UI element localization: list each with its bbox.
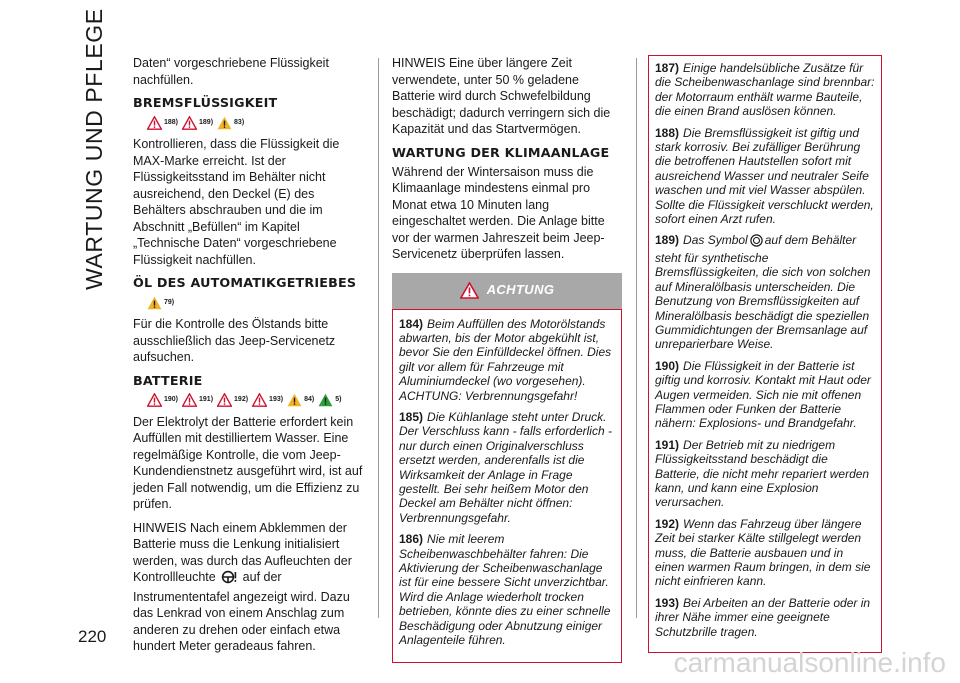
battery-heading: BATTERIE <box>133 372 203 388</box>
symbol-reference: 190) <box>164 396 179 403</box>
warning-header <box>392 273 622 309</box>
note-item <box>399 317 615 403</box>
symbol-reference: 189) <box>199 118 214 126</box>
note-text: Beim Auffüllen des Motorölstands abwarten, bis der Motor abgekühlt ist, bevor Sie den Einfülldeckel öffnen. Dies gilt vor allem für Fahrzeuge mit Aluminiumdeckel (wo vorgesehen). ACHTUNG: Verbrennungsgefahr! <box>399 316 612 403</box>
column-middle <box>392 55 622 663</box>
note-item <box>655 517 875 589</box>
note-text: Nie mit leerem Scheibenwaschbehälter fahren: Die Aktivierung der Scheibenwaschanlage ist für eine bessere Sicht unverzichtbar. Wird die Anlage wiederholt trocken betrieben, könnte dies zu einer schnelle Beschädigung oder Abnutzung einiger Anlagenteile führen. <box>399 532 611 648</box>
note-text: auf dem Behälter steht für synthetische Bremsflüssigkeiten, die sich von solchen auf Mineralölbasis unterscheiden. Die Benutzung von Bremsflüssigkeiten auf Mineralölbasis beschädigt die speziellen Gummidichtungen der Bremsanlage auf unreparierbare Weise. <box>655 233 871 352</box>
danger-triangle-symbol <box>182 116 213 130</box>
steering-warning-light-icon <box>221 570 237 589</box>
page-number: 220 <box>78 627 107 646</box>
note-text: Der Betrieb mit zu niedrigem Flüssigkeitsstand beschädigt die Batterie, die nicht mehr repariert werden kann, und kann eine Explosion verursachen. <box>655 437 870 510</box>
caution-triangle-symbol <box>217 116 244 130</box>
battery-symbols <box>147 392 365 409</box>
note-number: 184) <box>399 316 424 331</box>
notes-box <box>648 55 882 653</box>
note-text: Bei Arbeiten an der Batterie oder in ihrer Nähe immer eine geeignete Schutzbrille tragen. <box>655 595 871 639</box>
caution-triangle-icon <box>147 296 162 310</box>
danger-triangle-icon <box>182 393 197 407</box>
danger-triangle-symbol <box>217 393 248 407</box>
intro-paragraph: Daten“ vorgeschriebene Flüssigkeit nachfüllen. <box>133 56 329 87</box>
symbol-reference: 191) <box>199 396 214 403</box>
note-number: 188) <box>655 125 680 140</box>
column-divider-left <box>378 58 379 618</box>
note-number: 186) <box>399 532 424 547</box>
battery-text: Der Elektrolyt der Batterie erfordert kein Auffüllen mit destilliertem Wasser. Eine regelmäßige Kontrolle, die vom Jeep-Kundendienstnetz ausgeführt wird, ist auf jeden Fall notwendig, um die Effizienz zu prüfen. <box>133 414 363 511</box>
note-item <box>399 410 615 525</box>
symbol-reference: 83) <box>234 118 245 126</box>
danger-triangle-icon <box>252 393 267 407</box>
environment-triangle-icon <box>318 393 333 407</box>
symbol-reference: 193) <box>269 396 284 403</box>
environment-triangle-symbol <box>318 393 341 407</box>
danger-triangle-symbol <box>147 393 178 407</box>
battery-note <box>133 520 365 655</box>
transmission-oil-text: Für die Kontrolle des Ölstands bitte ausschließlich das Jeep-Servicenetz aufsuchen. <box>133 317 336 364</box>
danger-triangle-symbol <box>147 116 178 130</box>
note-number: 189) <box>655 233 680 248</box>
warning-box <box>392 273 622 664</box>
note-number: 191) <box>655 437 680 452</box>
note-number: 193) <box>655 595 680 610</box>
transmission-oil-symbols <box>147 294 365 311</box>
warning-notes-box <box>392 309 622 664</box>
column-right <box>648 55 882 653</box>
chapter-side-title: WARTUNG UND PFLEGE <box>81 8 107 290</box>
note-text: Wenn das Fahrzeug über längere Zeit bei starker Kälte stillgelegt werden muss, die Batterie ausbauen und in einen warmen Raum bringen, in dem sie nicht einfrieren kann. <box>655 516 871 589</box>
danger-triangle-icon <box>147 393 162 407</box>
warning-triangle-icon <box>460 282 479 299</box>
note-item <box>399 532 615 647</box>
note-text: Die Kühlanlage steht unter Druck. Der Verschluss kann - falls erforderlich - nur durch einen Originalverschluss ersetzt werden, anderenfalls ist die Wirksamkeit der Anlage in Frage gestellt. Bei sehr heißem Motor den Deckel am Behälter nicht öffnen: Verbrennungsgefahr. <box>399 409 612 525</box>
symbol-reference: 84) <box>304 396 315 403</box>
warning-label: ACHTUNG <box>486 282 555 298</box>
note-text: Das Symbol <box>683 233 748 248</box>
caution-triangle-icon <box>217 116 232 130</box>
note-text: Die Bremsflüssigkeit ist giftig und stark korrosiv. Bei zufälliger Berührung die betroffenen Hautstellen sofort mit ausreichend Wasser und neutraler Seife waschen und mit viel Wasser abspülen. Sollte die Flüssigkeit verschluckt werden, sofort einen Arzt rufen. <box>655 125 874 227</box>
battery-note-after: auf der Instrumententafel angezeigt wird. Dazu das Lenkrad von einem Anschlag zum anderen zu drehen oder einfach etwa hundert Meter geradeaus fahren. <box>133 570 350 653</box>
symbol-reference: 79) <box>164 298 175 306</box>
note-item <box>655 233 875 351</box>
danger-triangle-icon <box>217 393 232 407</box>
brake-fluid-symbol-icon <box>750 234 763 250</box>
caution-triangle-symbol <box>147 296 174 310</box>
column-left <box>133 55 365 662</box>
note-number: 185) <box>399 409 424 424</box>
watermark: carmanualsonline.info <box>673 647 946 678</box>
brake-fluid-text: Kontrollieren, dass die Flüssigkeit die MAX-Marke erreicht. Ist der Flüssigkeitsstand im Behälter nicht ausreichend, den Deckel (E) des Behälters abschrauben und die im Abschnitt „Befüllen“ im Kapitel „Technische Daten“ vorgeschriebene Flüssigkeit nachfüllen. <box>133 137 340 267</box>
note-item <box>655 61 875 119</box>
danger-triangle-symbol <box>182 393 213 407</box>
note-item <box>655 359 875 431</box>
climate-text: Während der Wintersaison muss die Klimaanlage mindestens einmal pro Monat etwa 10 Minuten lang eingeschaltet werden. Die Anlage bitte vor der warmen Jahreszeit beim Jeep-Servicenetz überprüfen lassen. <box>392 164 605 261</box>
brake-fluid-heading: BREMSFLÜSSIGKEIT <box>133 95 278 110</box>
symbol-reference: 188) <box>164 118 179 126</box>
brake-fluid-symbols <box>147 114 365 131</box>
column-divider-right <box>636 58 637 618</box>
note-number: 187) <box>655 61 680 75</box>
caution-triangle-icon <box>287 393 302 407</box>
note-item <box>655 126 875 227</box>
note-number: 192) <box>655 516 680 531</box>
danger-triangle-icon <box>147 116 162 130</box>
note-text: Einige handelsübliche Zusätze für die Scheibenwaschanlage sind brennbar: der Motorraum enthält warme Bauteile, die einen Brand auslösen können. <box>655 61 875 119</box>
symbol-reference: 192) <box>234 396 249 403</box>
note-item <box>655 596 875 639</box>
battery-note-before: HINWEIS Nach einem Abklemmen der Batterie muss die Lenkung initialisiert werden, was durch das Aufleuchten der Kontrollleuchte <box>133 520 352 584</box>
caution-triangle-symbol <box>287 393 314 407</box>
battery-charge-note: HINWEIS Eine über längere Zeit verwendete, unter 50 % geladene Batterie wird durch Schwefelbildung beschädigt; dadurch verringern sich die Kapazität und das Startvermögen. <box>392 56 611 136</box>
symbol-reference: 5) <box>335 396 342 403</box>
danger-triangle-icon <box>182 116 197 130</box>
note-text: Die Flüssigkeit in der Batterie ist giftig und korrosiv. Kontakt mit Haut oder Augen vermeiden. Sich nie mit offenen Flammen oder Funken der Batterie nähern: Explosions- und Brandgefahr. <box>655 358 871 431</box>
note-item <box>655 438 875 510</box>
note-number: 190) <box>655 358 680 373</box>
climate-heading: WARTUNG DER KLIMAANLAGE <box>392 144 610 160</box>
danger-triangle-symbol <box>252 393 283 407</box>
transmission-oil-heading: ÖL DES AUTOMATIKGETRIEBES <box>133 275 357 290</box>
